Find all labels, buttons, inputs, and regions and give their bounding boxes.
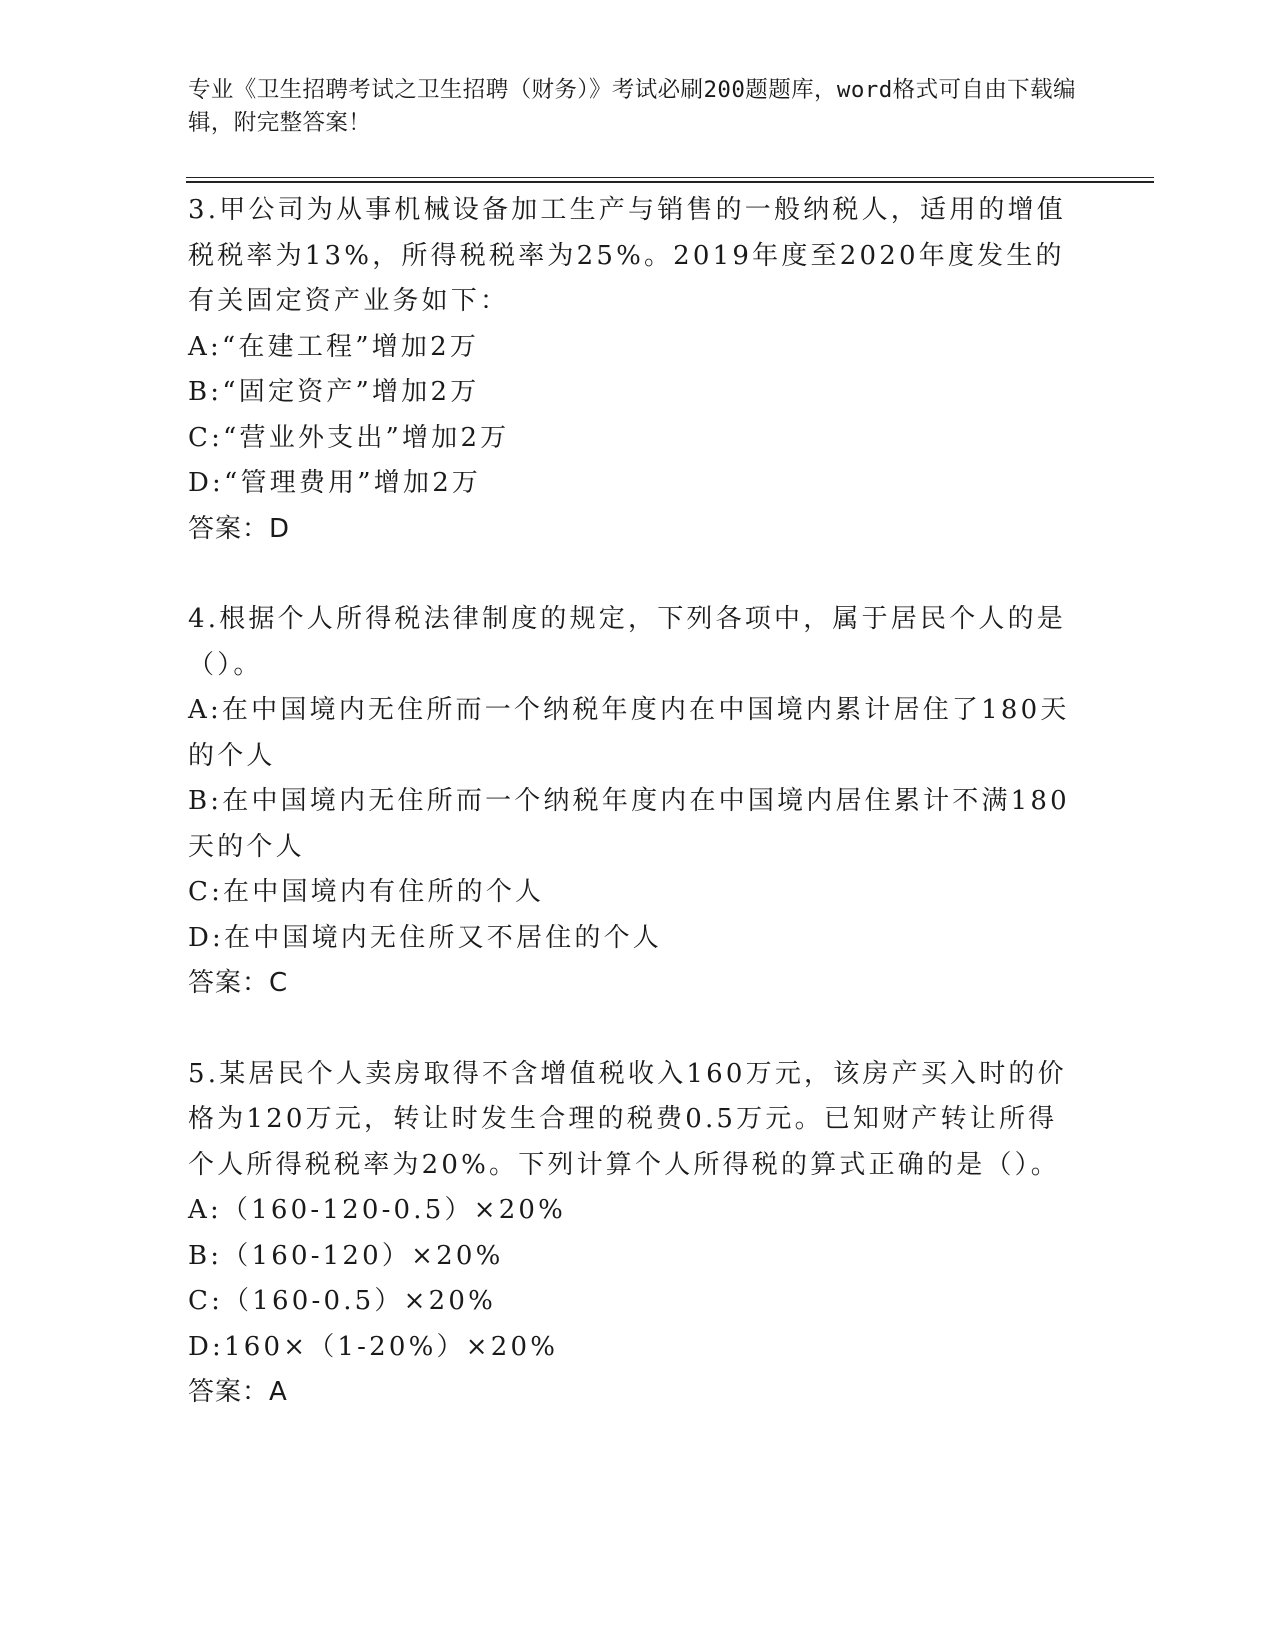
document-header: 专业《卫生招聘考试之卫生招聘（财务）》考试必刷200题题库，word格式可自由下载编辑，附完整答案！ (188, 77, 1076, 136)
option-d: D:160×（1-20%）×20% (188, 1331, 559, 1362)
option-c: C:在中国境内有住所的个人 (188, 877, 545, 907)
option-c: C:（160-0.5）×20% (188, 1286, 496, 1316)
answer-line: 答案：D (188, 513, 291, 544)
answer-line: 答案：C (188, 968, 289, 998)
question-stem: 5.某居民个人卖房取得不含增值税收入160万元，该房产买入时的价格为120万元，转让时发生合理的税费0.5万元。已知财产转让所得个人所得税税率为20%。下列计算个人所得税的算式正确的是（）。 (188, 1058, 1067, 1180)
question-5 (188, 1052, 1078, 1416)
option-b: B:“固定资产”增加2万 (188, 377, 480, 407)
question-stem: 4.根据个人所得税法律制度的规定，下列各项中，属于居民个人的是（）。 (188, 604, 1067, 680)
option-a: A:（160-120-0.5）×20% (188, 1195, 567, 1225)
question-gap (188, 1007, 1078, 1052)
option-c: C:“营业外支出”增加2万 (188, 422, 510, 453)
question-stem: 3.甲公司为从事机械设备加工生产与销售的一般纳税人，适用的增值税税率为13%，所得税税率为25%。2019年度至2020年度发生的有关固定资产业务如下： (188, 195, 1067, 316)
header-divider-thin (186, 177, 1154, 178)
header-divider-thick (186, 181, 1154, 183)
question-3 (188, 188, 1078, 552)
option-d: D:“管理费用”增加2万 (188, 468, 482, 498)
option-a: A:在中国境内无住所而一个纳税年度内在中国境内累计居住了180天的个人 (188, 695, 1070, 771)
option-a: A:“在建工程”增加2万 (188, 331, 480, 362)
question-4 (188, 597, 1078, 1007)
option-b: B:在中国境内无住所而一个纳税年度内在中国境内居住累计不满180天的个人 (188, 786, 1070, 862)
question-gap (188, 552, 1078, 597)
answer-line: 答案：A (188, 1377, 288, 1407)
question-list (188, 188, 1078, 1416)
option-b: B:（160-120）×20% (188, 1240, 504, 1271)
option-d: D:在中国境内无住所又不居住的个人 (188, 922, 663, 953)
